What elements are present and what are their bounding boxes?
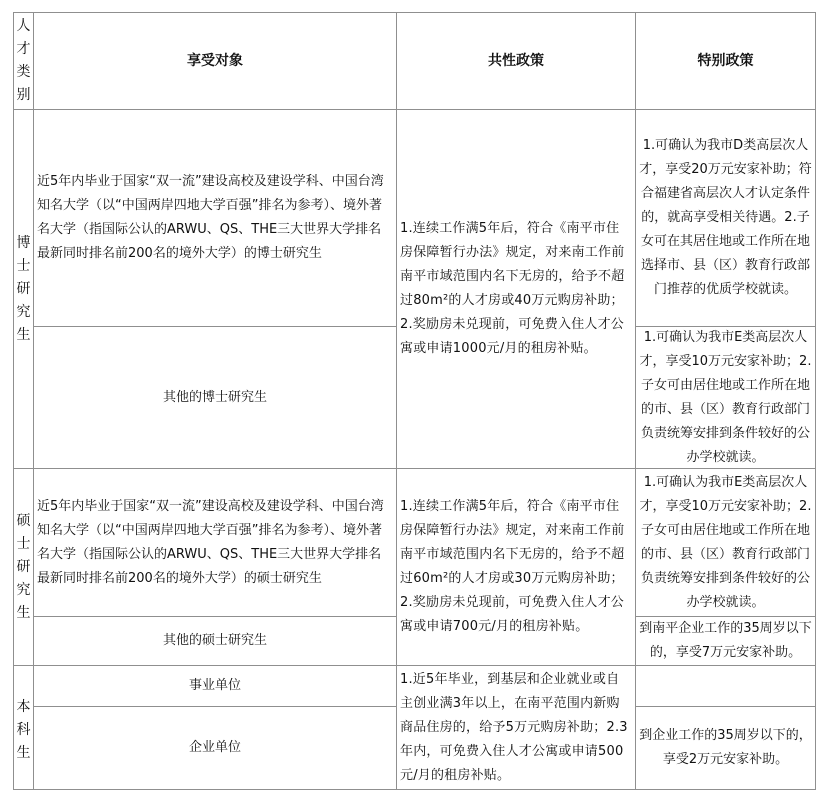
phd-special-policy-elite: 1.可确认为我市D类高层次人才，享受20万元安家补助；符合福建省高层次人才认定条件的，就高享受相关待遇。2.子女可在其居住地或工作所在地选择市、县（区）教育行政部门推荐的优质学校就读。 — [635, 109, 816, 327]
category-bachelor: 本科生 — [13, 665, 34, 790]
header-category: 人才类别 — [13, 12, 34, 110]
master-special-policy-elite: 1.可确认为我市E类高层次人才，享受10万元安家补助；2.子女可由居住地或工作所在地的市、县（区）教育行政部门负责统筹安排到条件较好的公办学校就读。 — [635, 468, 816, 617]
bachelor-target-public: 事业单位 — [33, 665, 397, 707]
header-target: 享受对象 — [33, 12, 397, 110]
header-special-policy: 特别政策 — [635, 12, 816, 110]
category-master: 硕士研究生 — [13, 468, 34, 666]
phd-target-elite: 近5年内毕业于国家“双一流”建设高校及建设学科、中国台湾知名大学（以“中国两岸四地大学百强”排名为参考）、境外著名大学（指国际公认的ARWU、QS、THE三大世界大学排名最新同时排名前200名的境外大学）的博士研究生 — [33, 109, 397, 327]
master-target-elite: 近5年内毕业于国家“双一流”建设高校及建设学科、中国台湾知名大学（以“中国两岸四地大学百强”排名为参考）、境外著名大学（指国际公认的ARWU、QS、THE三大世界大学排名最新同时排名前200名的境外大学）的硕士研究生 — [33, 468, 397, 617]
header-common-policy: 共性政策 — [396, 12, 636, 110]
category-phd: 博士研究生 — [13, 109, 34, 469]
bachelor-special-policy-enterprise: 到企业工作的35周岁以下的，享受2万元安家补助。 — [635, 706, 816, 790]
phd-common-policy: 1.连续工作满5年后，符合《南平市住房保障暂行办法》规定，对来南工作前南平市域范围内名下无房的，给予不超过80m²的人才房或40万元购房补助；2.奖励房未兑现前，可免费入住人才公寓或申请1000元/月的租房补贴。 — [396, 109, 636, 469]
bachelor-common-policy: 1.近5年毕业，到基层和企业就业或自主创业满3年以上，在南平范围内新购商品住房的，给予5万元购房补助；2.3年内，可免费入住人才公寓或申请500元/月的租房补贴。 — [396, 665, 636, 790]
bachelor-special-policy-public — [635, 665, 816, 707]
phd-target-other: 其他的博士研究生 — [33, 326, 397, 469]
master-special-policy-other: 到南平企业工作的35周岁以下的，享受7万元安家补助。 — [635, 616, 816, 666]
master-common-policy: 1.连续工作满5年后，符合《南平市住房保障暂行办法》规定，对来南工作前南平市域范围内名下无房的，给予不超过60m²的人才房或30万元购房补助；2.奖励房未兑现前，可免费入住人才公寓或申请700元/月的租房补贴。 — [396, 468, 636, 666]
phd-special-policy-other: 1.可确认为我市E类高层次人才，享受10万元安家补助；2.子女可由居住地或工作所在地的市、县（区）教育行政部门负责统筹安排到条件较好的公办学校就读。 — [635, 326, 816, 469]
master-target-other: 其他的硕士研究生 — [33, 616, 397, 666]
bachelor-target-enterprise: 企业单位 — [33, 706, 397, 790]
